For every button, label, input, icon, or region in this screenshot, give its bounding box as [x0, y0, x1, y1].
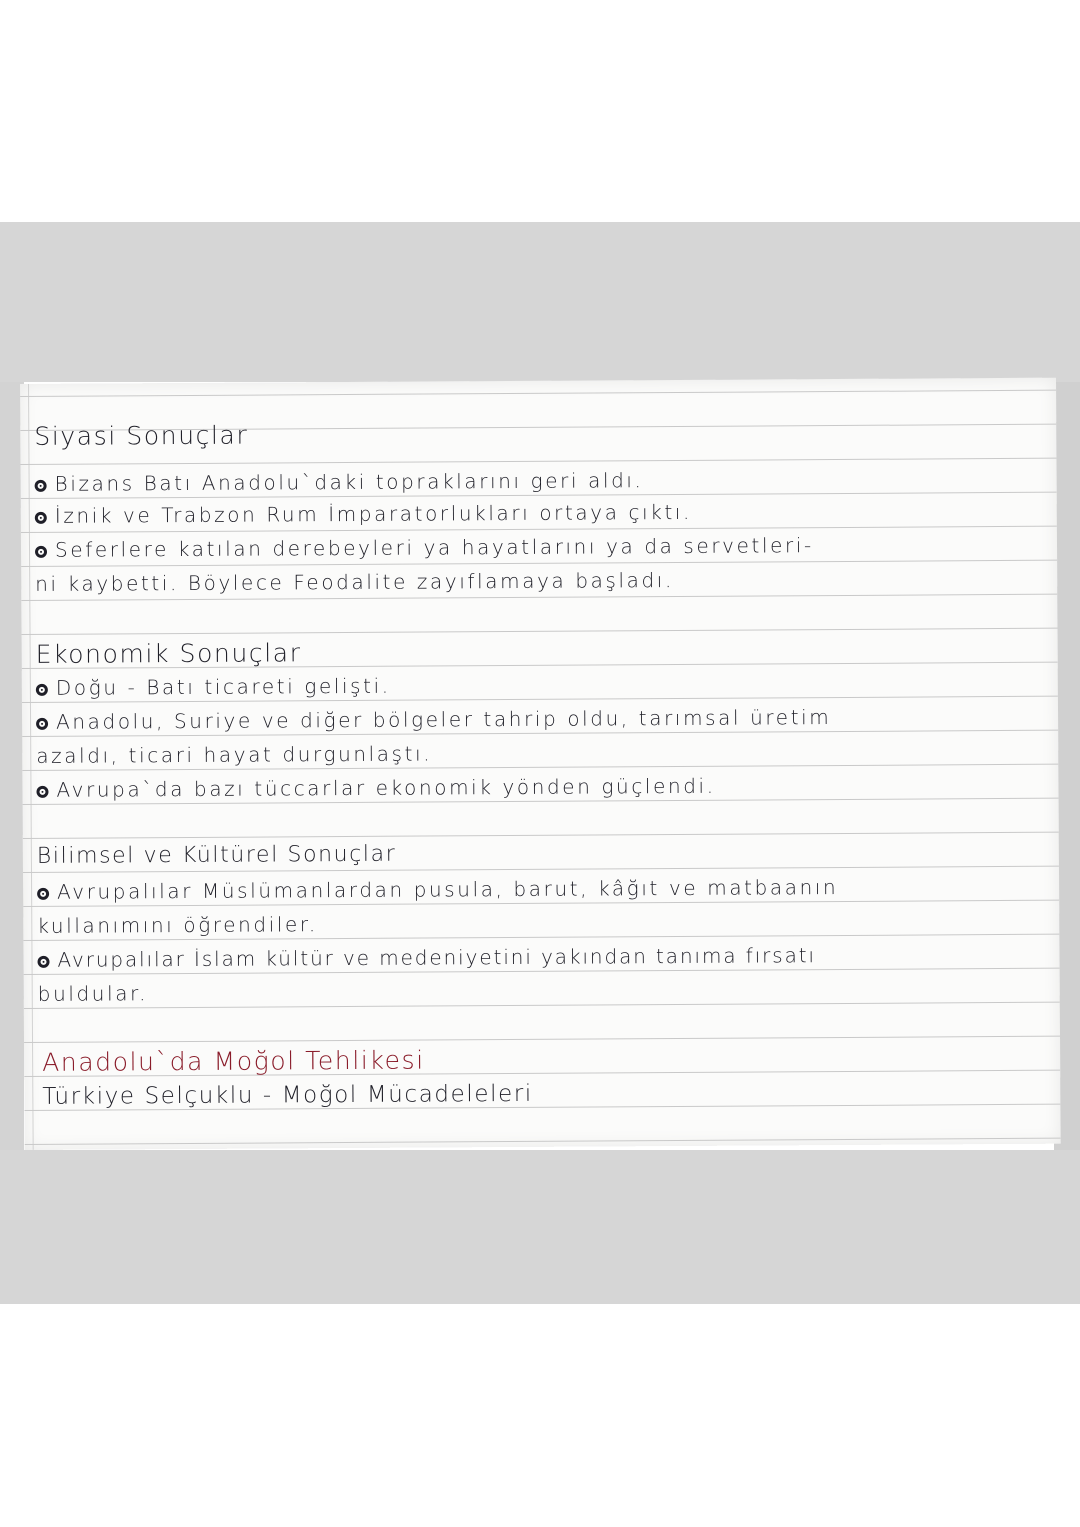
list-item-text: Doğu - Batı ticareti gelişti. — [55, 673, 391, 700]
bullet-icon — [36, 684, 48, 696]
ruled-line — [24, 1036, 1060, 1043]
list-item — [35, 533, 814, 562]
bullet-icon — [35, 480, 47, 492]
list-item-text: Avrupalılar İslam kültür ve medeniyetini yakından tanıma fırsatı — [57, 943, 817, 972]
list-item — [35, 468, 644, 496]
list-item — [36, 705, 831, 734]
photo-background-top — [0, 222, 1080, 382]
list-item-continuation: kullanımını öğrendiler. — [37, 912, 318, 938]
bullet-icon — [35, 546, 47, 558]
section-title-siyasi: Siyasi Sonuçlar — [34, 420, 249, 451]
ruled-line — [25, 1138, 1061, 1145]
list-item-text: Bizans Batı Anadolu`daki topraklarını geri aldı. — [54, 468, 644, 496]
list-item-continuation: azaldı, ticari hayat durgunlaştı. — [36, 741, 433, 768]
list-item-continuation: buldular. — [37, 981, 149, 1006]
ruled-line — [20, 458, 1056, 465]
bullet-icon — [35, 512, 47, 524]
list-item — [36, 774, 715, 802]
notebook-page — [20, 378, 1061, 1150]
list-item-continuation: ni kaybetti. Böylece Feodalite zayıflamaya başladı. — [35, 568, 674, 596]
ruled-line — [20, 390, 1056, 397]
list-item-text: İznik ve Trabzon Rum İmparatorlukları ortaya çıktı. — [54, 499, 693, 528]
bullet-icon — [37, 956, 49, 968]
bullet-icon — [37, 888, 49, 900]
list-item-text: Seferlere katılan derebeyleri ya hayatlarını ya da servetleri- — [54, 533, 814, 562]
list-item — [37, 875, 838, 904]
list-item-text: Avrupalılar Müslümanlardan pusula, barut, kâğıt ve matbaanın — [57, 875, 839, 904]
bullet-icon — [36, 786, 48, 798]
ruled-line — [22, 628, 1058, 635]
section-title-mogol: Anadolu`da Moğol Tehlikesi — [42, 1045, 425, 1077]
list-item — [36, 674, 391, 700]
list-item — [37, 943, 816, 972]
section-subtitle-mogol: Türkiye Selçuklu - Moğol Mücadeleleri — [42, 1080, 533, 1110]
photo-background-bottom — [0, 1150, 1080, 1304]
ruled-line — [24, 1002, 1060, 1009]
section-title-ekonomik: Ekonomik Sonuçlar — [35, 638, 302, 669]
section-title-bilimsel: Bilimsel ve Kültürel Sonuçlar — [36, 841, 397, 869]
ruled-line — [23, 832, 1059, 839]
list-item — [35, 500, 692, 528]
bullet-icon — [36, 718, 48, 730]
list-item-text: Avrupa`da bazı tüccarlar ekonomik yönden güçlendi. — [56, 773, 716, 802]
list-item-text: Anadolu, Suriye ve diğer bölgeler tahrip oldu, tarımsal üretim — [55, 705, 832, 734]
